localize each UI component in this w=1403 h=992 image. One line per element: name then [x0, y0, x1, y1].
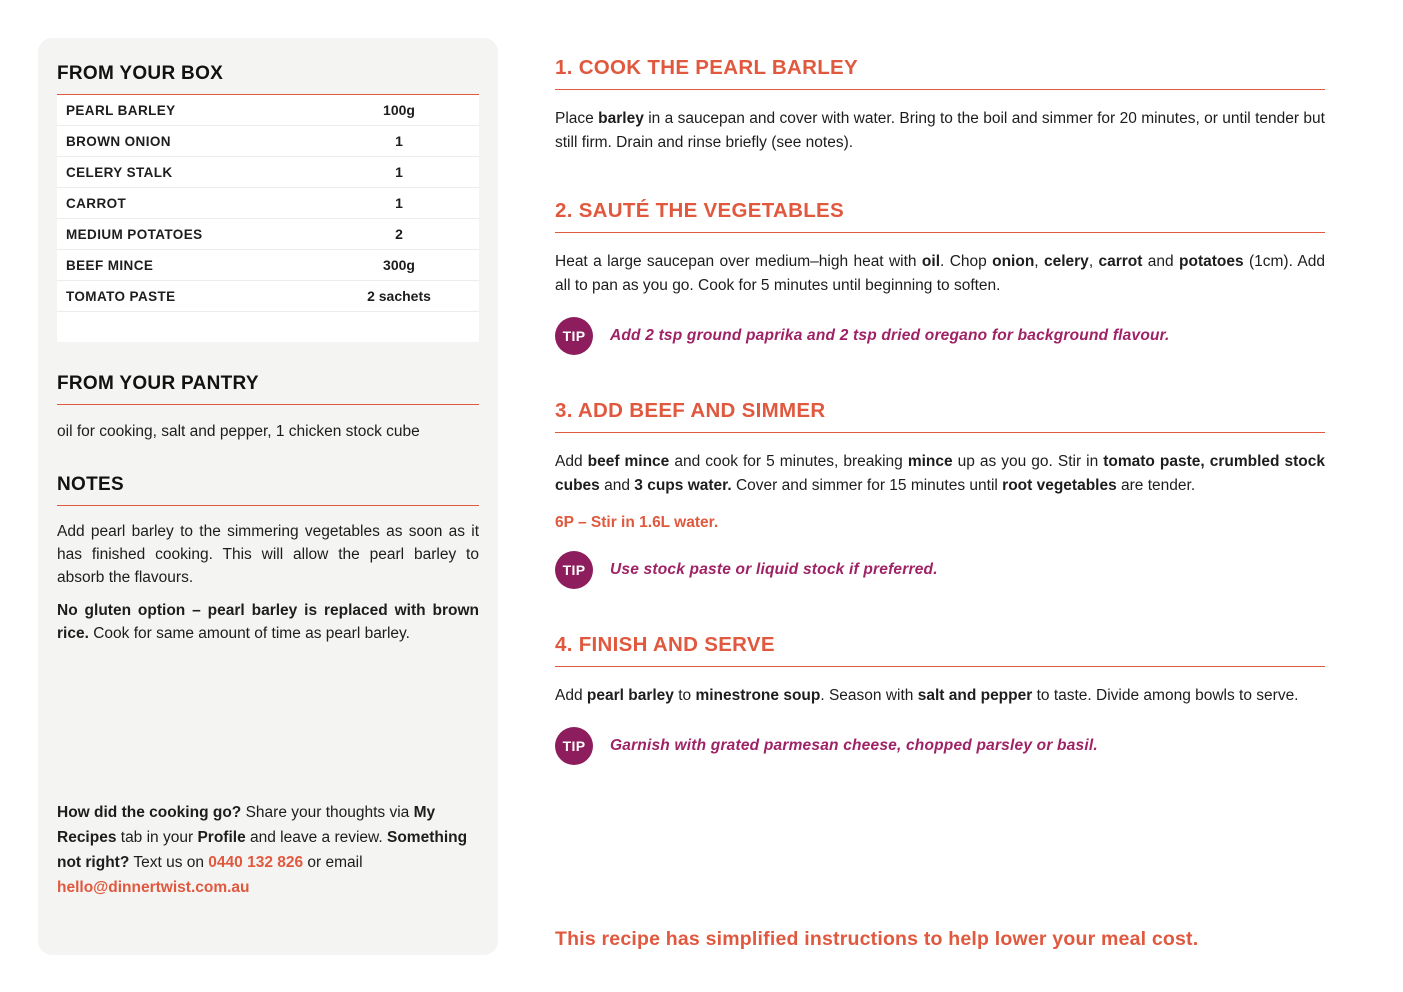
- ingredient-quantity: 2: [395, 226, 403, 242]
- text-segment: are tender.: [1116, 477, 1196, 494]
- text-segment: ,: [1034, 253, 1044, 270]
- six-portion-note: 6P – Stir in 1.6L water.: [555, 513, 719, 531]
- ingredient-name: CARROT: [66, 195, 127, 211]
- step-title: 1. COOK THE PEARL BARLEY: [555, 56, 1325, 90]
- step-title: 4. FINISH AND SERVE: [555, 633, 1325, 667]
- text-segment: celery: [1043, 253, 1089, 270]
- text-segment: beef mince: [587, 453, 670, 470]
- feedback-footer: [57, 800, 479, 900]
- table-row: [57, 126, 479, 157]
- tip-row: [555, 317, 1325, 355]
- text-segment: barley: [598, 110, 644, 127]
- text-segment: pearl barley: [586, 686, 674, 704]
- table-row: [57, 95, 479, 126]
- ingredient-quantity: 2 sachets: [367, 288, 431, 304]
- box-ingredients-table: [57, 95, 479, 342]
- text-segment: . Chop: [940, 253, 993, 270]
- table-row: [57, 281, 479, 312]
- table-row: [57, 157, 479, 188]
- text-segment: Cover and simmer for 15 minutes until: [731, 477, 1003, 494]
- from-your-box-title: FROM YOUR BOX: [57, 63, 479, 95]
- tip-row: [555, 551, 1325, 589]
- text-segment: Share your thoughts via: [241, 804, 414, 821]
- text-segment: minestrone soup: [695, 686, 821, 704]
- instructions-column: [555, 56, 1325, 809]
- ingredient-name: MEDIUM POTATOES: [66, 226, 203, 242]
- ingredient-quantity: 1: [395, 133, 403, 149]
- table-row-empty: [57, 312, 479, 342]
- text-segment: salt and pepper: [917, 686, 1033, 704]
- text-segment: and leave a review.: [245, 829, 387, 846]
- tip-text: Add 2 tsp ground paprika and 2 tsp dried oregano for background flavour.: [610, 327, 1170, 344]
- text-segment: root vegetables: [1002, 477, 1117, 494]
- phone-link[interactable]: 0440 132 826: [208, 854, 304, 871]
- tip-badge: TIP: [555, 317, 593, 355]
- step-title: 3. ADD BEEF AND SIMMER: [555, 399, 1325, 433]
- text-segment: Text us on: [129, 854, 209, 871]
- text-segment: . Season with: [820, 686, 918, 704]
- text-segment: Add: [555, 686, 587, 704]
- text-segment: My Recipes: [57, 804, 436, 846]
- ingredient-name: TOMATO PASTE: [66, 288, 176, 304]
- text-segment: 3 cups water.: [634, 477, 732, 494]
- step-body: [555, 450, 1325, 498]
- text-segment: and cook for 5 minutes, breaking: [669, 453, 908, 470]
- text-segment: Add: [555, 453, 588, 470]
- simplified-instructions-note: This recipe has simplified instructions to help lower your meal cost.: [555, 928, 1199, 950]
- text-segment: carrot: [1098, 253, 1143, 270]
- tip-text: Use stock paste or liquid stock if preferred.: [610, 560, 938, 578]
- text-segment: Cook for same amount of time as pearl barley.: [88, 625, 410, 642]
- text-segment: in a saucepan and cover with water. Bring to the boil and simmer for 20 minutes, or until tender but still firm. Drain and rinse briefly (see notes).: [555, 110, 1325, 151]
- tip-text: Garnish with grated parmesan cheese, chopped parsley or basil.: [610, 736, 1098, 754]
- text-segment: and: [599, 477, 635, 494]
- tip-badge: TIP: [555, 727, 593, 765]
- from-your-pantry-title: FROM YOUR PANTRY: [57, 373, 479, 405]
- text-segment: tab in your: [116, 829, 198, 846]
- step-4-finish-and-serve: [555, 633, 1325, 765]
- email-link[interactable]: hello@dinnertwist.com.au: [57, 879, 250, 896]
- text-segment: Heat a large saucepan over medium–high heat with: [555, 253, 922, 270]
- text-segment: No gluten option – pearl barley is replaced with brown rice.: [57, 602, 479, 642]
- text-segment: or email: [303, 854, 363, 871]
- text-segment: mince: [907, 453, 953, 470]
- text-segment: Profile: [197, 829, 246, 846]
- text-segment: tomato paste, crumbled stock cubes: [555, 453, 1326, 494]
- ingredient-quantity: 300g: [383, 257, 415, 273]
- tip-badge: TIP: [555, 551, 593, 589]
- ingredient-name: BROWN ONION: [66, 133, 171, 149]
- text-segment: oil: [921, 253, 941, 270]
- ingredient-quantity: 1: [395, 164, 403, 180]
- text-segment: potatoes: [1179, 253, 1244, 270]
- table-row: [57, 188, 479, 219]
- notes-gluten-paragraph: [57, 599, 479, 645]
- step-body: [555, 250, 1325, 298]
- text-segment: to taste. Divide among bowls to serve.: [1032, 686, 1299, 704]
- step-1-cook-pearl-barley: [555, 56, 1325, 155]
- text-segment: up as you go. Stir in: [952, 453, 1104, 470]
- step-body: [555, 107, 1325, 155]
- step-2-saute-vegetables: [555, 199, 1325, 355]
- table-row: [57, 219, 479, 250]
- text-segment: Something not right?: [57, 829, 468, 871]
- tip-row: [555, 727, 1325, 765]
- step-title: 2. SAUTÉ THE VEGETABLES: [555, 199, 1325, 233]
- text-segment: Place: [555, 110, 599, 127]
- text-segment: and: [1142, 253, 1180, 270]
- text-segment: (1cm). Add all to pan as you go. Cook for 5 minutes until beginning to soften.: [555, 253, 1325, 294]
- pantry-items-text: oil for cooking, salt and pepper, 1 chicken stock cube: [57, 423, 420, 440]
- text-segment: ,: [1088, 253, 1099, 270]
- step-3-add-beef-and-simmer: [555, 399, 1325, 589]
- notes-paragraph: Add pearl barley to the simmering vegetables as soon as it has finished cooking. This will allow the pearl barley to absorb the flavours.: [57, 523, 479, 586]
- text-segment: How did the cooking go?: [57, 804, 242, 821]
- step-body: [555, 684, 1325, 708]
- table-row: [57, 250, 479, 281]
- ingredient-name: PEARL BARLEY: [66, 102, 176, 118]
- text-segment: onion: [992, 253, 1035, 270]
- ingredient-quantity: 100g: [383, 102, 415, 118]
- notes-title: NOTES: [57, 474, 479, 506]
- ingredient-name: BEEF MINCE: [66, 257, 154, 273]
- ingredient-quantity: 1: [395, 195, 403, 211]
- ingredients-panel: [38, 38, 498, 955]
- ingredient-name: CELERY STALK: [66, 164, 173, 180]
- text-segment: to: [673, 686, 696, 704]
